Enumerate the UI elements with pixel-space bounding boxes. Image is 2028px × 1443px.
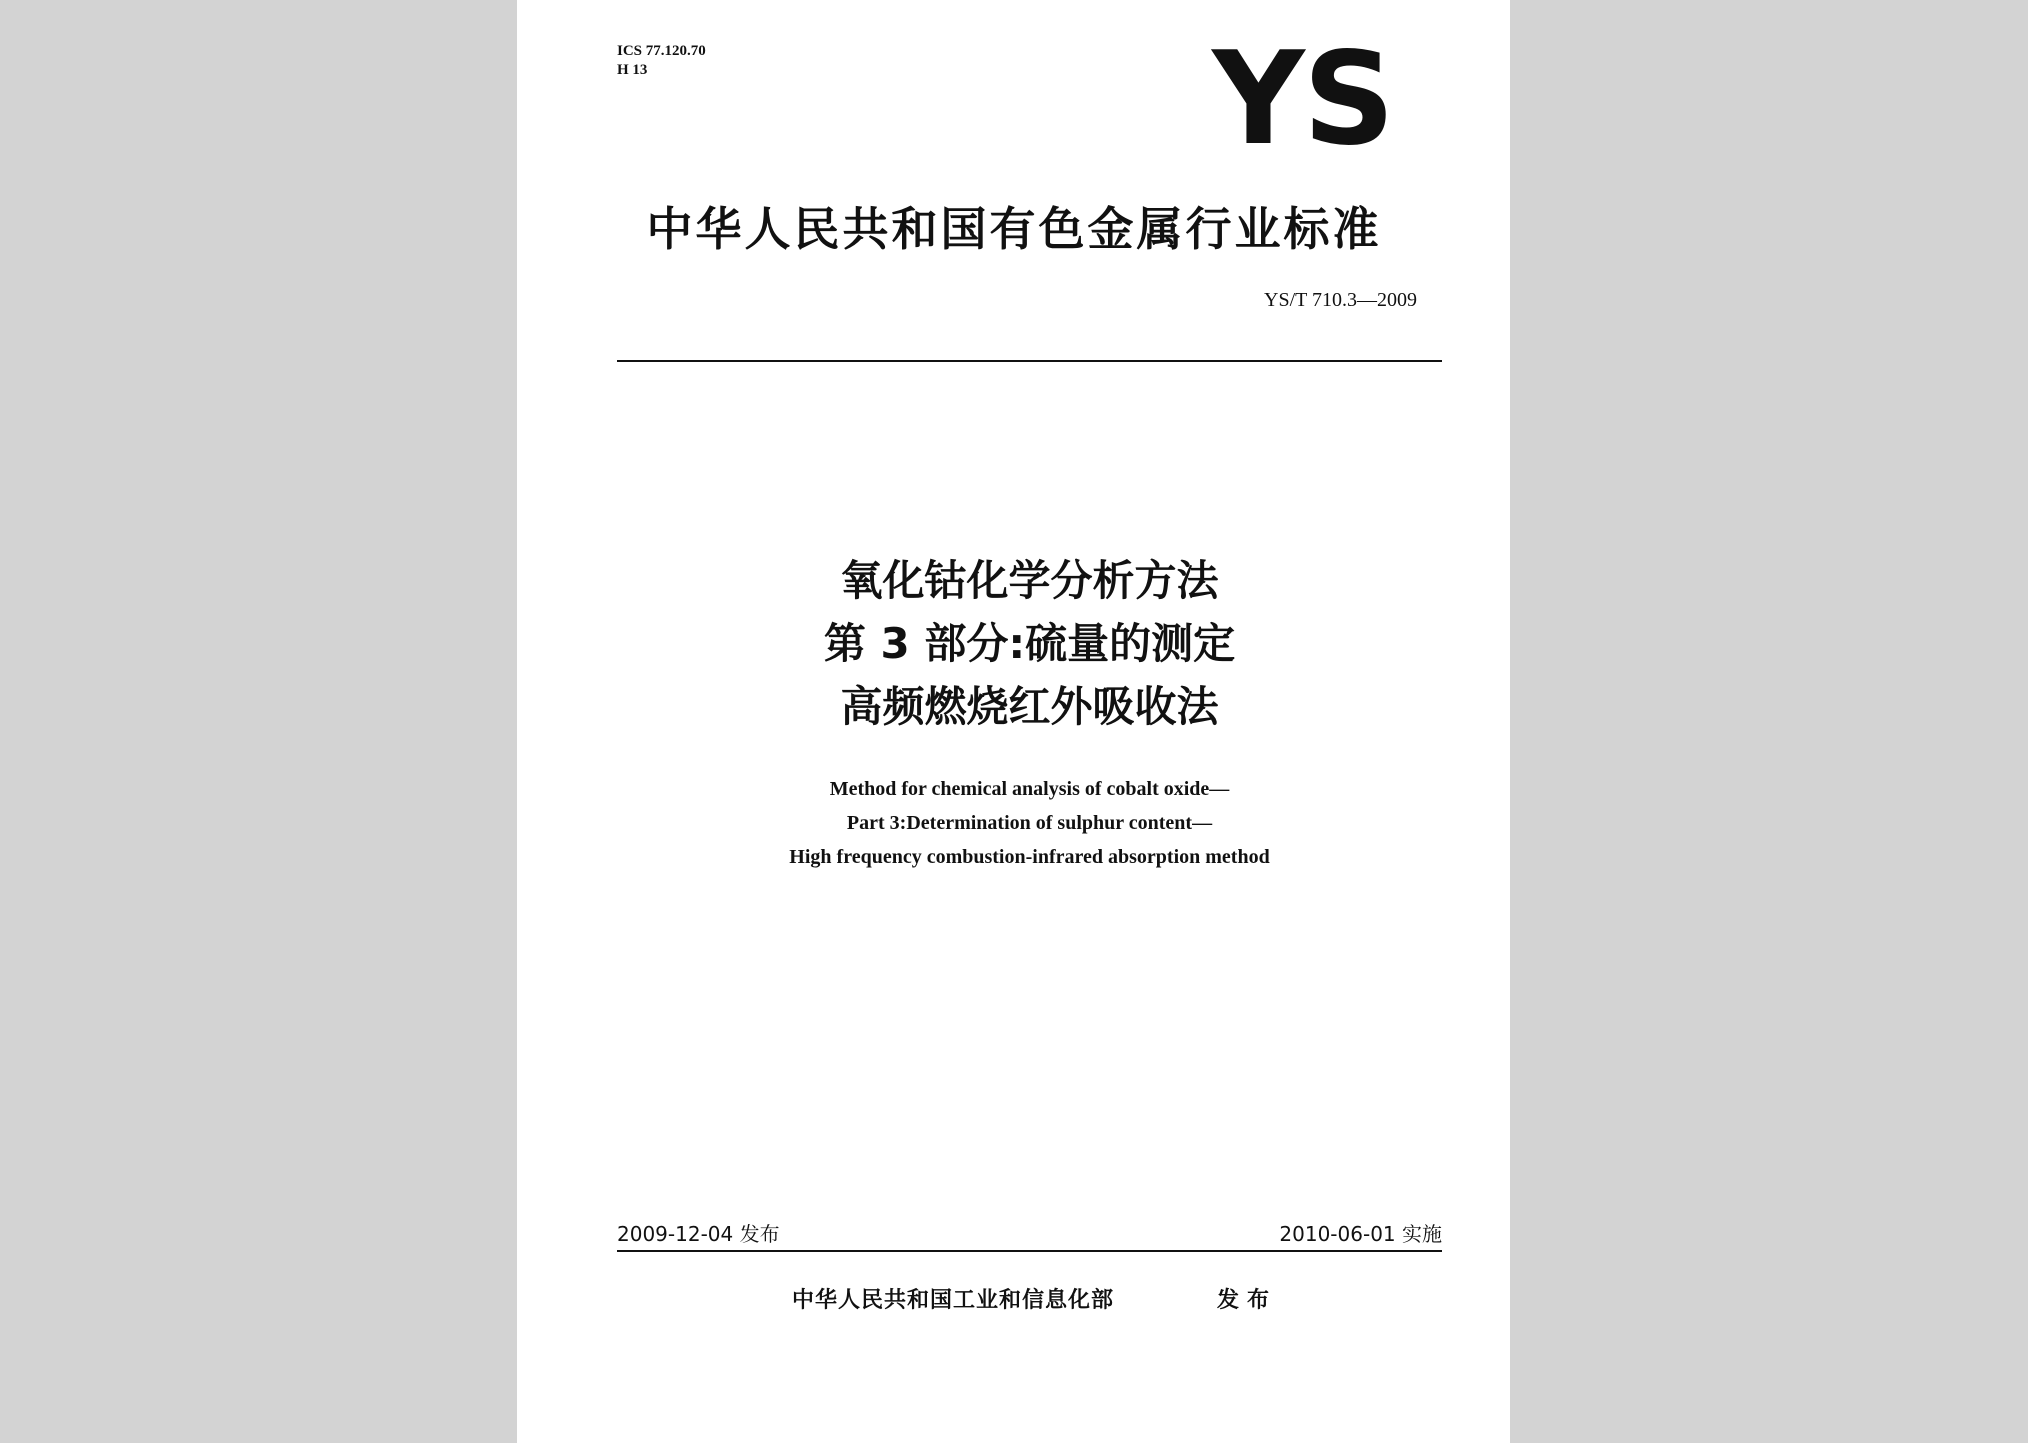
ics-code: ICS 77.120.70 [617, 43, 706, 59]
chinese-title-line-2: 第 3 部分:硫量的测定 [823, 619, 1236, 668]
top-divider [617, 360, 1442, 362]
document-cover-page [517, 0, 1510, 1443]
chinese-title-line-3: 高频燃烧红外吸收法 [840, 682, 1219, 731]
english-title-line-2: Part 3:Determination of sulphur content— [846, 812, 1213, 834]
english-title [617, 772, 1442, 874]
standard-number: YS/T 710.3—2009 [1264, 289, 1417, 311]
english-title-line-1: Method for chemical analysis of cobalt oxide— [829, 778, 1230, 800]
implementation-date: 2010-06-01 实施 [1279, 1222, 1442, 1246]
classification-codes [617, 42, 706, 80]
chinese-title [617, 549, 1442, 738]
publisher: 中华人民共和国工业和信息化部 [792, 1288, 1115, 1313]
ccs-code: H 13 [617, 62, 648, 78]
english-title-line-3: High frequency combustion-infrared absorption method [789, 846, 1270, 868]
publish-label: 发布 [1217, 1288, 1278, 1313]
issue-date: 2009-12-04 发布 [617, 1222, 780, 1246]
bottom-divider [617, 1250, 1442, 1252]
ys-logo: YS [1212, 25, 1393, 174]
chinese-title-line-1: 氧化钴化学分析方法 [840, 556, 1219, 605]
industry-standard-title: 中华人民共和国有色金属行业标准 [646, 202, 1382, 256]
